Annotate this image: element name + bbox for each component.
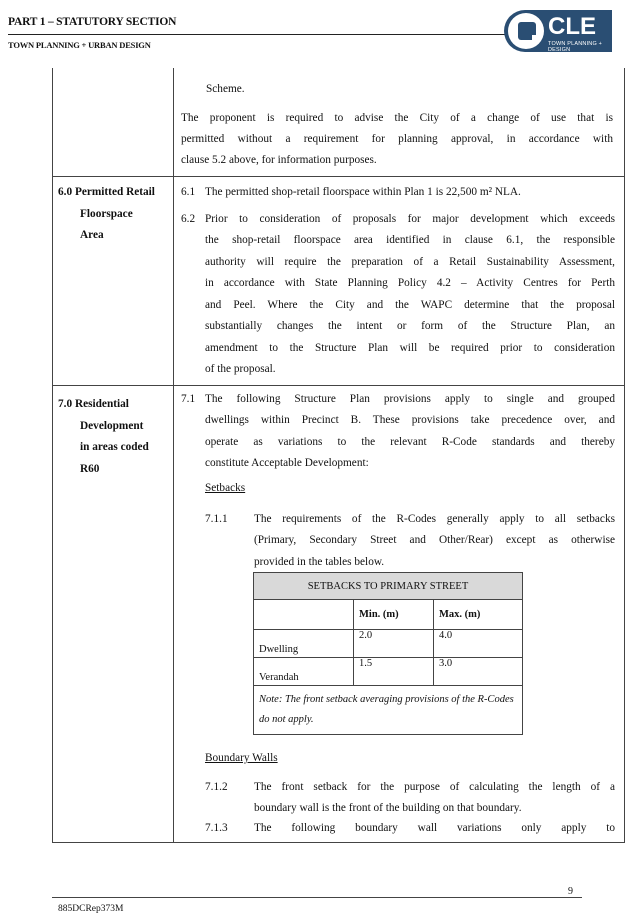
table-row [254,658,523,686]
setbacks-table-note: Note: The front setback averaging provisions of the R-Codes do not apply. [254,686,523,735]
clause-7-1-3-line-1: The following boundary wall variations only apply to [254,822,615,834]
clause-7-1-line-2: dwellings within Precinct B. These provisions take precedence over, and [205,414,615,426]
setbacks-table-title: SETBACKS TO PRIMARY STREET [254,573,523,600]
cell-dwelling-min: 2.0 [354,630,434,658]
column-divider [173,68,174,843]
clause-7-1-3-number: 7.1.3 [205,822,228,834]
section-6-label-3: Area [80,229,104,241]
section-7-label-2: Development [80,420,144,432]
header-rule [8,34,508,35]
clause-6-2-line-3: authority will require the preparation of a Retail Sustainability Assessment, [205,256,615,268]
boundary-walls-heading: Boundary Walls [205,752,278,764]
continued-scheme-line: Scheme. [206,83,245,95]
logo-tagline: TOWN PLANNING + DESIGN [548,41,603,52]
continued-line-2: permitted without a requirement for planning approval, in accordance with [181,133,613,145]
cle-logo [504,10,612,52]
clause-6-2-number: 6.2 [181,213,196,225]
clause-6-2-line-6: substantially changes the intent or form of the Structure Plan, an [205,320,615,332]
clause-6-1-number: 6.1 [181,186,196,198]
clause-6-2-line-7: amendment to the Structure Plan will be required prior to consideration [205,342,615,354]
logo-wordmark: CLE [548,13,596,40]
row-label-verandah: Verandah [254,658,354,686]
row-label-dwelling: Dwelling [254,630,354,658]
setbacks-table-blank-header [254,600,354,630]
setbacks-heading: Setbacks [205,482,246,494]
clause-7-1-line-4: constitute Acceptable Development: [205,457,369,469]
cell-dwelling-max: 4.0 [434,630,523,658]
clause-7-1-number: 7.1 [181,393,196,405]
setbacks-table-min-header: Min. (m) [354,600,434,630]
header-subtitle: TOWN PLANNING + URBAN DESIGN [8,40,151,50]
header-title: PART 1 – STATUTORY SECTION [8,16,177,28]
clause-7-1-1-line-2: (Primary, Secondary Street and Other/Rear) except as otherwise [254,534,615,546]
clause-7-1-2-number: 7.1.2 [205,781,228,793]
clause-6-2-line-4: in accordance with State Planning Policy 4.2 – Activity Centres for Perth [205,277,615,289]
document-reference: 885DCRep373M [58,904,124,914]
table-row [254,630,523,658]
clause-7-1-1-number: 7.1.1 [205,513,228,525]
row-divider-2 [52,385,625,386]
clause-7-1-line-1: The following Structure Plan provisions apply to single and grouped [205,393,615,405]
section-7-label-4: R60 [80,463,100,475]
clause-6-2-line-8: of the proposal. [205,363,276,375]
clause-7-1-2-line-2: boundary wall is the front of the building on that boundary. [254,802,522,814]
clause-6-2-line-5: and Peel. Where the City and the WAPC determine that the proposal [205,299,615,311]
cell-verandah-min: 1.5 [354,658,434,686]
clause-7-1-1-line-3: provided in the tables below. [254,556,385,568]
clause-7-1-line-3: operate as variations to the relevant R-Code standards and thereby [205,436,615,448]
setbacks-table [253,572,523,735]
section-7-label-3: in areas coded [80,441,149,453]
logo-emblem-icon [508,13,544,49]
section-6-label-2: Floorspace [80,208,133,220]
section-7-label-1: 7.0 Residential [58,398,129,410]
continued-line-3: clause 5.2 above, for information purposes. [181,154,377,166]
clause-7-1-1-line-1: The requirements of the R-Codes generally apply to all setbacks [254,513,615,525]
section-6-label-1: 6.0 Permitted Retail [58,186,155,198]
setbacks-table-max-header: Max. (m) [434,600,523,630]
continued-line-1: The proponent is required to advise the City of a change of use that is [181,112,613,124]
clause-6-2-line-2: the shop-retail floorspace area identified in clause 6.1, the responsible [205,234,615,246]
page-number: 9 [568,886,573,897]
row-divider-1 [52,176,625,177]
clause-7-1-2-line-1: The front setback for the purpose of calculating the length of a [254,781,615,793]
clause-6-2-line-1: Prior to consideration of proposals for major development which exceeds [205,213,615,225]
footer-rule [52,897,582,898]
cell-verandah-max: 3.0 [434,658,523,686]
clause-6-1-text: The permitted shop-retail floorspace within Plan 1 is 22,500 m² NLA. [205,186,521,198]
